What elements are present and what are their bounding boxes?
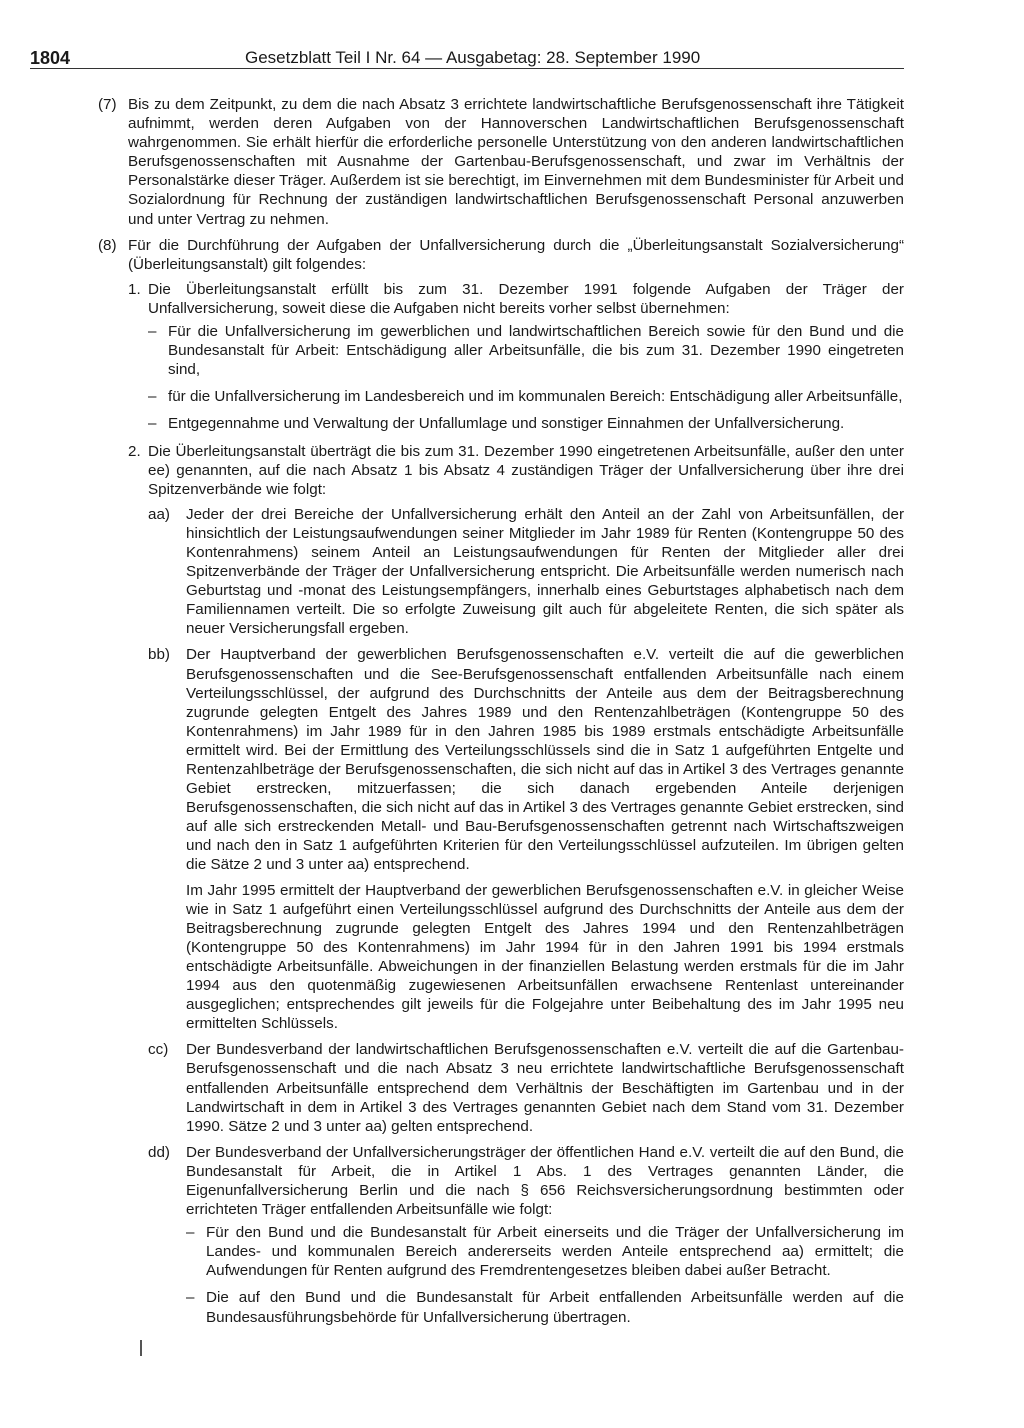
header-rule xyxy=(30,68,904,69)
list-item-1 xyxy=(128,280,904,434)
paragraph-number: (7) xyxy=(98,96,117,113)
dash-text: Für den Bund und die Bundesanstalt für Arbeit einerseits und die Träger der Unfallversicherung im Landes- und kommunalen Bereich andererseits werden Anteile entsprechend aa) ermittelt; die Aufwendungen für Renten aufgrund des Fremdrentengesetzes bleiben dabei außer Betracht. xyxy=(206,1224,904,1280)
paragraph-text: Bis zu dem Zeitpunkt, zu dem die nach Absatz 3 errichtete landwirtschaftliche Berufsgenossenschaft ihre Tätigkeit aufnimmt, werden deren Aufgaben von der Hannoverschen Landwirtschaftlichen Berufsgenossenschaft wahrgenommen. Sie erhält hierfür die erforderliche personelle Unterstützung von den anderen landwirtschaftlichen Berufsgenossenschaften mit Ausnahme der Gartenbau-Berufsgenossenschaft, und zwar im Verhältnis der Personalstärke dieser Träger. Außerdem ist sie berechtigt, im Einvernehmen mit dem Bundesminister für Arbeit und Sozialordnung für Rechnung der zuständigen landwirtschaftlichen Berufsgenossenschaft Personal anzuwerben und unter Vertrag zu nehmen. xyxy=(128,96,904,228)
item-text: Die Überleitungsanstalt erfüllt bis zum 31. Dezember 1991 folgende Aufgaben der Träger der Unfallversicherung, soweit diese die Aufgaben nicht bereits vorher selbst übernehmen: xyxy=(148,280,904,317)
dash-glyph: – xyxy=(186,1224,195,1242)
page-header xyxy=(30,48,904,70)
list-item-2 xyxy=(128,442,904,1327)
dash-item xyxy=(148,322,904,379)
subitem-aa xyxy=(148,505,904,639)
subitem-label: aa) xyxy=(148,505,170,523)
paragraph-7 xyxy=(98,95,904,229)
dash-text: Entgegennahme und Verwaltung der Unfallumlage und sonstiger Einnahmen der Unfallversicherung. xyxy=(168,415,845,433)
dash-glyph: – xyxy=(148,388,157,406)
subitem-label: cc) xyxy=(148,1041,169,1059)
dash-text: für die Unfallversicherung im Landesbereich und im kommunalen Bereich: Entschädigung aller Arbeitsunfälle, xyxy=(168,388,903,406)
running-title: Gesetzblatt Teil I Nr. 64 — Ausgabetag: 28. September 1990 xyxy=(245,48,701,67)
subitem-text: Der Hauptverband der gewerblichen Berufsgenossenschaften e.V. verteilt die auf die gewerblichen Berufsgenossenschaften und die See-Berufsgenossenschaft entfallenden Arbeitsunfälle nach einem Verteilungsschlüssel, der aufgrund des Durchschnitts der Anteile aus dem der Beitragsberechnung zugrunde gelegten Entgelt des Jahres 1989 und den Rentenzahlbeträgen (Kontengruppe 50 des Kontenrahmens) im Jahr 1989 für in den Jahren 1985 bis 1989 erstmals entschädigte Arbeitsunfälle ermittelt wird. Bei der Ermittlung des Verteilungsschlüssels sind die in Satz 1 aufgeführten Entgelte und Rentenzahlbeträge der Berufsgenossenschaften, die sich nicht auf das in Artikel 3 des Vertrages genannte Gebiet erstrecken, mitzuerfassen; die sich danach ergebenden Anteile derjenigen Berufsgenossenschaften, die sich nicht auf das in Artikel 3 des Vertrages genannte Gebiet erstrecken, sind auf alle sich erstreckenden Metall- und Bau-Berufsgenossenschaften getrennt nach Wirtschaftszweigen und nach den in Satz 1 aufgeführten Kriterien für den Verteilungsschlüssel aufzuteilen. Im übrigen gelten die Sätze 2 und 3 unter aa) entsprechend. xyxy=(186,646,904,874)
page-number: 1804 xyxy=(30,48,71,68)
paragraph-8 xyxy=(98,236,904,1327)
item-number: 1. xyxy=(128,280,141,298)
subitem-text: Jeder der drei Bereiche der Unfallversicherung erhält den Anteil an der Zahl von Arbeitsunfällen, der hinsichtlich der Leistungsaufwendungen seiner Mitglieder im Jahr 1989 für Renten (Kontengruppe 50 des Kontenrahmens) seinem Anteil an Leistungsaufwendungen für Renten der Mitglieder aller drei Spitzenverbände der Träger der Unfallversicherung entspricht. Die Arbeitsunfälle werden numerisch nach Geburtstag und -monat des Leistungsempfängers, innerhalb eines Geburtstages alphabetisch nach dem Familiennamen verteilt. Die so erfolgte Zuweisung gilt auch für abgeleitete Renten, die sich später als neuer Versicherungsfall ergeben. xyxy=(186,505,904,638)
dash-item xyxy=(148,414,904,433)
dash-item xyxy=(186,1223,904,1280)
dash-item xyxy=(148,387,904,406)
dash-text: Die auf den Bund und die Bundesanstalt für Arbeit entfallenden Arbeitsunfälle werden auf die Bundesausführungsbehörde für Unfallversicherung übertragen. xyxy=(206,1289,904,1326)
subitem-text: Der Bundesverband der landwirtschaftlichen Berufsgenossenschaften e.V. verteilt die auf die Gartenbau-Berufsgenossenschaft und die nach Absatz 3 neu errichtete landwirtschaftliche Berufsgenossenschaft entfallenden Arbeitsunfälle entsprechend dem Verhältnis der Beschäftigten im Gartenbau und in der Landwirtschaft in dem in Artikel 3 des Vertrages genannten Gebiet nach dem Stand vom 31. Dezember 1990. Sätze 2 und 3 unter aa) gelten entsprechend. xyxy=(186,1041,904,1135)
item-number: 2. xyxy=(128,442,141,460)
dash-text: Für die Unfallversicherung im gewerblichen und landwirtschaftlichen Bereich sowie für den Bund und die Bundesanstalt für Arbeit: Entschädigung aller Arbeitsunfälle, die bis zum 31. Dezember 1990 eingetreten sind, xyxy=(168,323,904,379)
subitem-text-continued: Im Jahr 1995 ermittelt der Hauptverband der gewerblichen Berufsgenossenschaften e.V. in gleicher Weise wie in Satz 1 aufgeführt einen Verteilungsschlüssel aufgrund des Durchschnitts der Anteile aus dem der Beitragsberechnung zugrunde gelegten Entgelt des Jahres 1994 und den Rentenzahlbeträgen (Kontengruppe 50 des Kontenrahmens) im Jahr 1994 für in den Jahren 1991 bis 1994 erstmals entschädigte Arbeitsunfälle. Abweichungen in der finanziellen Belastung werden erstmals für die im Jahr 1994 aus den quotenmäßig zugewiesenen Arbeitsunfällen erwachsene Rentenlast untereinander ausgeglichen; entsprechendes gilt jeweils für die Folgejahre unter Beibehaltung des im Jahr 1995 neu ermittelten Schlüssels. xyxy=(186,881,904,1033)
dash-glyph: – xyxy=(148,323,157,341)
subitem-cc xyxy=(148,1040,904,1135)
subitem-label: bb) xyxy=(148,646,170,664)
document-body xyxy=(98,95,904,1335)
margin-mark xyxy=(140,1340,142,1356)
subitem-dd xyxy=(148,1143,904,1327)
item-text: Die Überleitungsanstalt überträgt die bis zum 31. Dezember 1990 eingetretenen Arbeitsunfälle, außer den unter ee) genannten, auf die nach Absatz 1 bis Absatz 4 zuständigen Träger der Unfallversicherung über ihre drei Spitzenverbände wie folgt: xyxy=(148,442,904,498)
paragraph-number: (8) xyxy=(98,236,117,254)
subitem-label: dd) xyxy=(148,1143,170,1161)
subitem-text: Der Bundesverband der Unfallversicherungsträger der öffentlichen Hand e.V. verteilt die auf den Bund, die Bundesanstalt für Arbeit, die in Artikel 1 Abs. 1 des Vertrages genannten Länder, die Eigenunfallversicherung Berlin und die nach § 656 Reichsversicherungsordnung bestimmten oder errichteten Träger entfallenden Arbeitsunfälle wie folgt: xyxy=(186,1143,904,1219)
subitem-bb xyxy=(148,645,904,1033)
dash-item xyxy=(186,1288,904,1326)
dash-glyph: – xyxy=(148,415,157,433)
dash-glyph: – xyxy=(186,1289,195,1307)
paragraph-text: Für die Durchführung der Aufgaben der Unfallversicherung durch die „Überleitungsanstalt Sozialversicherung“ (Überleitungsanstalt) gilt folgendes: xyxy=(128,236,904,273)
